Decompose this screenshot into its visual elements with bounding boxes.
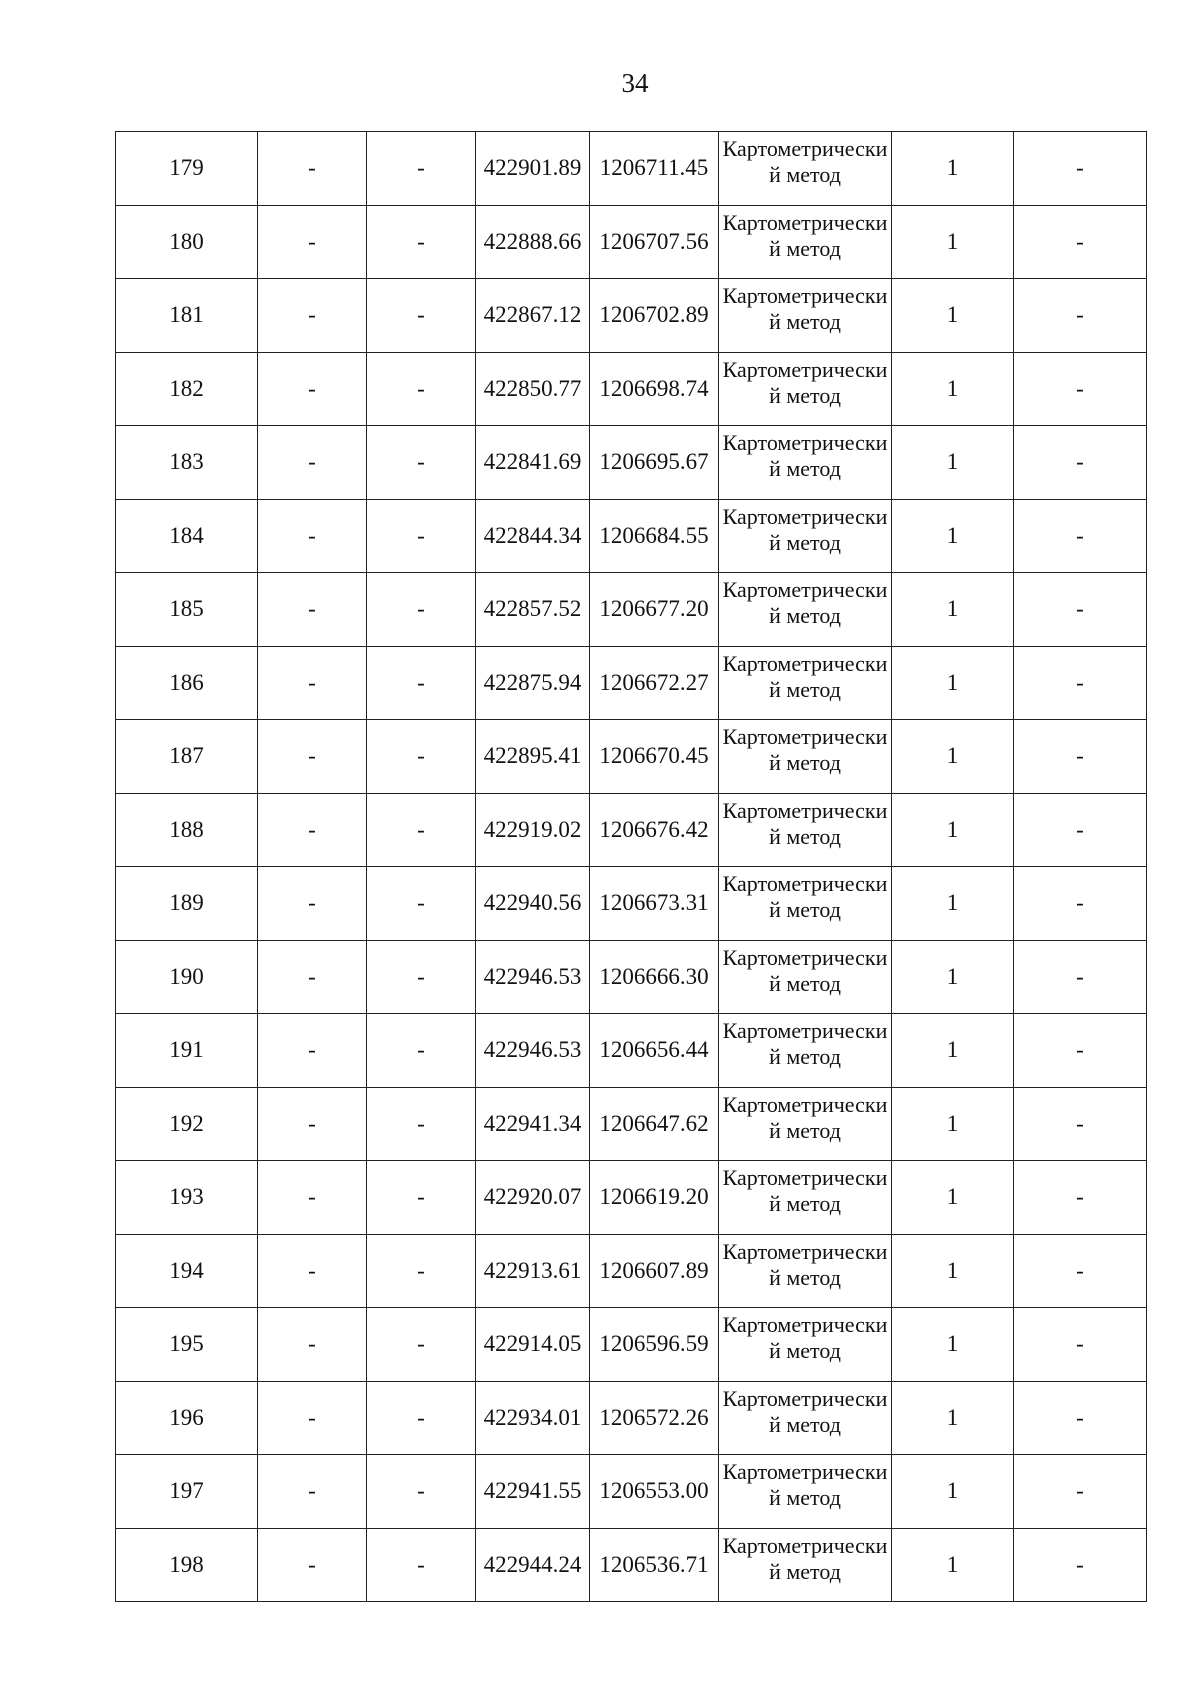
x-coordinate-cell: 422850.77: [476, 352, 590, 426]
y-coordinate-cell: 1206684.55: [590, 499, 719, 573]
empty-dash-cell: -: [258, 205, 367, 279]
y-coordinate-cell: 1206673.31: [590, 867, 719, 941]
y-coordinate-cell: 1206695.67: [590, 426, 719, 500]
empty-dash-cell: -: [258, 1308, 367, 1382]
table-row: [116, 1161, 1147, 1235]
empty-dash-cell: -: [258, 279, 367, 353]
point-number-cell: 180: [116, 205, 258, 279]
accuracy-cell: 1: [892, 1308, 1014, 1382]
y-coordinate-cell: 1206698.74: [590, 352, 719, 426]
empty-dash-cell: -: [258, 1381, 367, 1455]
accuracy-cell: 1: [892, 1087, 1014, 1161]
description-dash-cell: -: [1014, 426, 1147, 500]
table-row: [116, 1308, 1147, 1382]
accuracy-cell: 1: [892, 867, 1014, 941]
point-number-cell: 184: [116, 499, 258, 573]
table-row: [116, 132, 1147, 206]
empty-dash-cell: -: [367, 940, 476, 1014]
table-row: [116, 1455, 1147, 1529]
method-cell: Картометрический метод: [719, 1455, 892, 1529]
empty-dash-cell: -: [367, 1161, 476, 1235]
method-cell: Картометрический метод: [719, 499, 892, 573]
point-number-cell: 188: [116, 793, 258, 867]
description-dash-cell: -: [1014, 1381, 1147, 1455]
table-row: [116, 352, 1147, 426]
empty-dash-cell: -: [258, 646, 367, 720]
x-coordinate-cell: 422913.61: [476, 1234, 590, 1308]
accuracy-cell: 1: [892, 1455, 1014, 1529]
y-coordinate-cell: 1206553.00: [590, 1455, 719, 1529]
table-row: [116, 1528, 1147, 1602]
coordinates-table: [115, 131, 1147, 1602]
description-dash-cell: -: [1014, 1014, 1147, 1088]
description-dash-cell: -: [1014, 1234, 1147, 1308]
empty-dash-cell: -: [367, 1455, 476, 1529]
point-number-cell: 193: [116, 1161, 258, 1235]
point-number-cell: 198: [116, 1528, 258, 1602]
method-cell: Картометрический метод: [719, 573, 892, 647]
description-dash-cell: -: [1014, 646, 1147, 720]
table-row: [116, 720, 1147, 794]
method-cell: Картометрический метод: [719, 1234, 892, 1308]
x-coordinate-cell: 422941.55: [476, 1455, 590, 1529]
x-coordinate-cell: 422941.34: [476, 1087, 590, 1161]
empty-dash-cell: -: [367, 205, 476, 279]
point-number-cell: 197: [116, 1455, 258, 1529]
table-row: [116, 1014, 1147, 1088]
empty-dash-cell: -: [367, 720, 476, 794]
accuracy-cell: 1: [892, 499, 1014, 573]
x-coordinate-cell: 422946.53: [476, 1014, 590, 1088]
method-cell: Картометрический метод: [719, 1381, 892, 1455]
x-coordinate-cell: 422920.07: [476, 1161, 590, 1235]
table-row: [116, 1234, 1147, 1308]
point-number-cell: 194: [116, 1234, 258, 1308]
accuracy-cell: 1: [892, 1381, 1014, 1455]
point-number-cell: 190: [116, 940, 258, 1014]
empty-dash-cell: -: [367, 132, 476, 206]
y-coordinate-cell: 1206596.59: [590, 1308, 719, 1382]
description-dash-cell: -: [1014, 352, 1147, 426]
table-row: [116, 426, 1147, 500]
accuracy-cell: 1: [892, 573, 1014, 647]
y-coordinate-cell: 1206677.20: [590, 573, 719, 647]
point-number-cell: 183: [116, 426, 258, 500]
y-coordinate-cell: 1206670.45: [590, 720, 719, 794]
method-cell: Картометрический метод: [719, 205, 892, 279]
x-coordinate-cell: 422914.05: [476, 1308, 590, 1382]
empty-dash-cell: -: [367, 352, 476, 426]
empty-dash-cell: -: [258, 573, 367, 647]
x-coordinate-cell: 422901.89: [476, 132, 590, 206]
empty-dash-cell: -: [258, 1087, 367, 1161]
method-cell: Картометрический метод: [719, 1087, 892, 1161]
accuracy-cell: 1: [892, 205, 1014, 279]
description-dash-cell: -: [1014, 793, 1147, 867]
accuracy-cell: 1: [892, 426, 1014, 500]
empty-dash-cell: -: [367, 1528, 476, 1602]
table-row: [116, 1381, 1147, 1455]
empty-dash-cell: -: [367, 279, 476, 353]
x-coordinate-cell: 422875.94: [476, 646, 590, 720]
table-row: [116, 867, 1147, 941]
y-coordinate-cell: 1206711.45: [590, 132, 719, 206]
x-coordinate-cell: 422944.24: [476, 1528, 590, 1602]
y-coordinate-cell: 1206647.62: [590, 1087, 719, 1161]
accuracy-cell: 1: [892, 279, 1014, 353]
empty-dash-cell: -: [258, 793, 367, 867]
empty-dash-cell: -: [367, 1087, 476, 1161]
point-number-cell: 189: [116, 867, 258, 941]
point-number-cell: 182: [116, 352, 258, 426]
empty-dash-cell: -: [367, 793, 476, 867]
point-number-cell: 179: [116, 132, 258, 206]
accuracy-cell: 1: [892, 1161, 1014, 1235]
x-coordinate-cell: 422857.52: [476, 573, 590, 647]
empty-dash-cell: -: [367, 867, 476, 941]
method-cell: Картометрический метод: [719, 793, 892, 867]
empty-dash-cell: -: [367, 499, 476, 573]
empty-dash-cell: -: [258, 940, 367, 1014]
y-coordinate-cell: 1206572.26: [590, 1381, 719, 1455]
y-coordinate-cell: 1206707.56: [590, 205, 719, 279]
x-coordinate-cell: 422867.12: [476, 279, 590, 353]
point-number-cell: 185: [116, 573, 258, 647]
method-cell: Картометрический метод: [719, 1014, 892, 1088]
table-row: [116, 499, 1147, 573]
y-coordinate-cell: 1206607.89: [590, 1234, 719, 1308]
empty-dash-cell: -: [258, 426, 367, 500]
table-body: [116, 132, 1147, 1602]
accuracy-cell: 1: [892, 940, 1014, 1014]
empty-dash-cell: -: [258, 867, 367, 941]
empty-dash-cell: -: [367, 1381, 476, 1455]
y-coordinate-cell: 1206702.89: [590, 279, 719, 353]
y-coordinate-cell: 1206656.44: [590, 1014, 719, 1088]
point-number-cell: 181: [116, 279, 258, 353]
y-coordinate-cell: 1206536.71: [590, 1528, 719, 1602]
point-number-cell: 187: [116, 720, 258, 794]
empty-dash-cell: -: [258, 1455, 367, 1529]
description-dash-cell: -: [1014, 573, 1147, 647]
method-cell: Картометрический метод: [719, 1528, 892, 1602]
table-row: [116, 279, 1147, 353]
table-row: [116, 940, 1147, 1014]
method-cell: Картометрический метод: [719, 132, 892, 206]
empty-dash-cell: -: [367, 1234, 476, 1308]
page-number: 34: [621, 68, 649, 98]
table-row: [116, 573, 1147, 647]
accuracy-cell: 1: [892, 1234, 1014, 1308]
x-coordinate-cell: 422940.56: [476, 867, 590, 941]
empty-dash-cell: -: [258, 132, 367, 206]
description-dash-cell: -: [1014, 1161, 1147, 1235]
y-coordinate-cell: 1206666.30: [590, 940, 719, 1014]
accuracy-cell: 1: [892, 720, 1014, 794]
empty-dash-cell: -: [367, 573, 476, 647]
empty-dash-cell: -: [367, 646, 476, 720]
empty-dash-cell: -: [258, 1161, 367, 1235]
table-row: [116, 205, 1147, 279]
accuracy-cell: 1: [892, 646, 1014, 720]
method-cell: Картометрический метод: [719, 426, 892, 500]
description-dash-cell: -: [1014, 867, 1147, 941]
empty-dash-cell: -: [258, 499, 367, 573]
method-cell: Картометрический метод: [719, 279, 892, 353]
description-dash-cell: -: [1014, 279, 1147, 353]
empty-dash-cell: -: [367, 1308, 476, 1382]
x-coordinate-cell: 422934.01: [476, 1381, 590, 1455]
description-dash-cell: -: [1014, 1087, 1147, 1161]
accuracy-cell: 1: [892, 132, 1014, 206]
point-number-cell: 191: [116, 1014, 258, 1088]
empty-dash-cell: -: [367, 426, 476, 500]
description-dash-cell: -: [1014, 940, 1147, 1014]
x-coordinate-cell: 422946.53: [476, 940, 590, 1014]
table-row: [116, 793, 1147, 867]
description-dash-cell: -: [1014, 499, 1147, 573]
table-row: [116, 1087, 1147, 1161]
accuracy-cell: 1: [892, 1014, 1014, 1088]
description-dash-cell: -: [1014, 132, 1147, 206]
empty-dash-cell: -: [258, 352, 367, 426]
accuracy-cell: 1: [892, 793, 1014, 867]
accuracy-cell: 1: [892, 352, 1014, 426]
y-coordinate-cell: 1206672.27: [590, 646, 719, 720]
x-coordinate-cell: 422841.69: [476, 426, 590, 500]
method-cell: Картометрический метод: [719, 1161, 892, 1235]
method-cell: Картометрический метод: [719, 646, 892, 720]
point-number-cell: 196: [116, 1381, 258, 1455]
x-coordinate-cell: 422895.41: [476, 720, 590, 794]
y-coordinate-cell: 1206676.42: [590, 793, 719, 867]
method-cell: Картометрический метод: [719, 1308, 892, 1382]
x-coordinate-cell: 422888.66: [476, 205, 590, 279]
description-dash-cell: -: [1014, 1308, 1147, 1382]
empty-dash-cell: -: [258, 1234, 367, 1308]
accuracy-cell: 1: [892, 1528, 1014, 1602]
method-cell: Картометрический метод: [719, 867, 892, 941]
empty-dash-cell: -: [258, 720, 367, 794]
empty-dash-cell: -: [258, 1528, 367, 1602]
method-cell: Картометрический метод: [719, 720, 892, 794]
point-number-cell: 186: [116, 646, 258, 720]
method-cell: Картометрический метод: [719, 352, 892, 426]
method-cell: Картометрический метод: [719, 940, 892, 1014]
table-row: [116, 646, 1147, 720]
point-number-cell: 195: [116, 1308, 258, 1382]
y-coordinate-cell: 1206619.20: [590, 1161, 719, 1235]
description-dash-cell: -: [1014, 720, 1147, 794]
point-number-cell: 192: [116, 1087, 258, 1161]
x-coordinate-cell: 422844.34: [476, 499, 590, 573]
description-dash-cell: -: [1014, 1528, 1147, 1602]
empty-dash-cell: -: [367, 1014, 476, 1088]
x-coordinate-cell: 422919.02: [476, 793, 590, 867]
empty-dash-cell: -: [258, 1014, 367, 1088]
description-dash-cell: -: [1014, 1455, 1147, 1529]
description-dash-cell: -: [1014, 205, 1147, 279]
